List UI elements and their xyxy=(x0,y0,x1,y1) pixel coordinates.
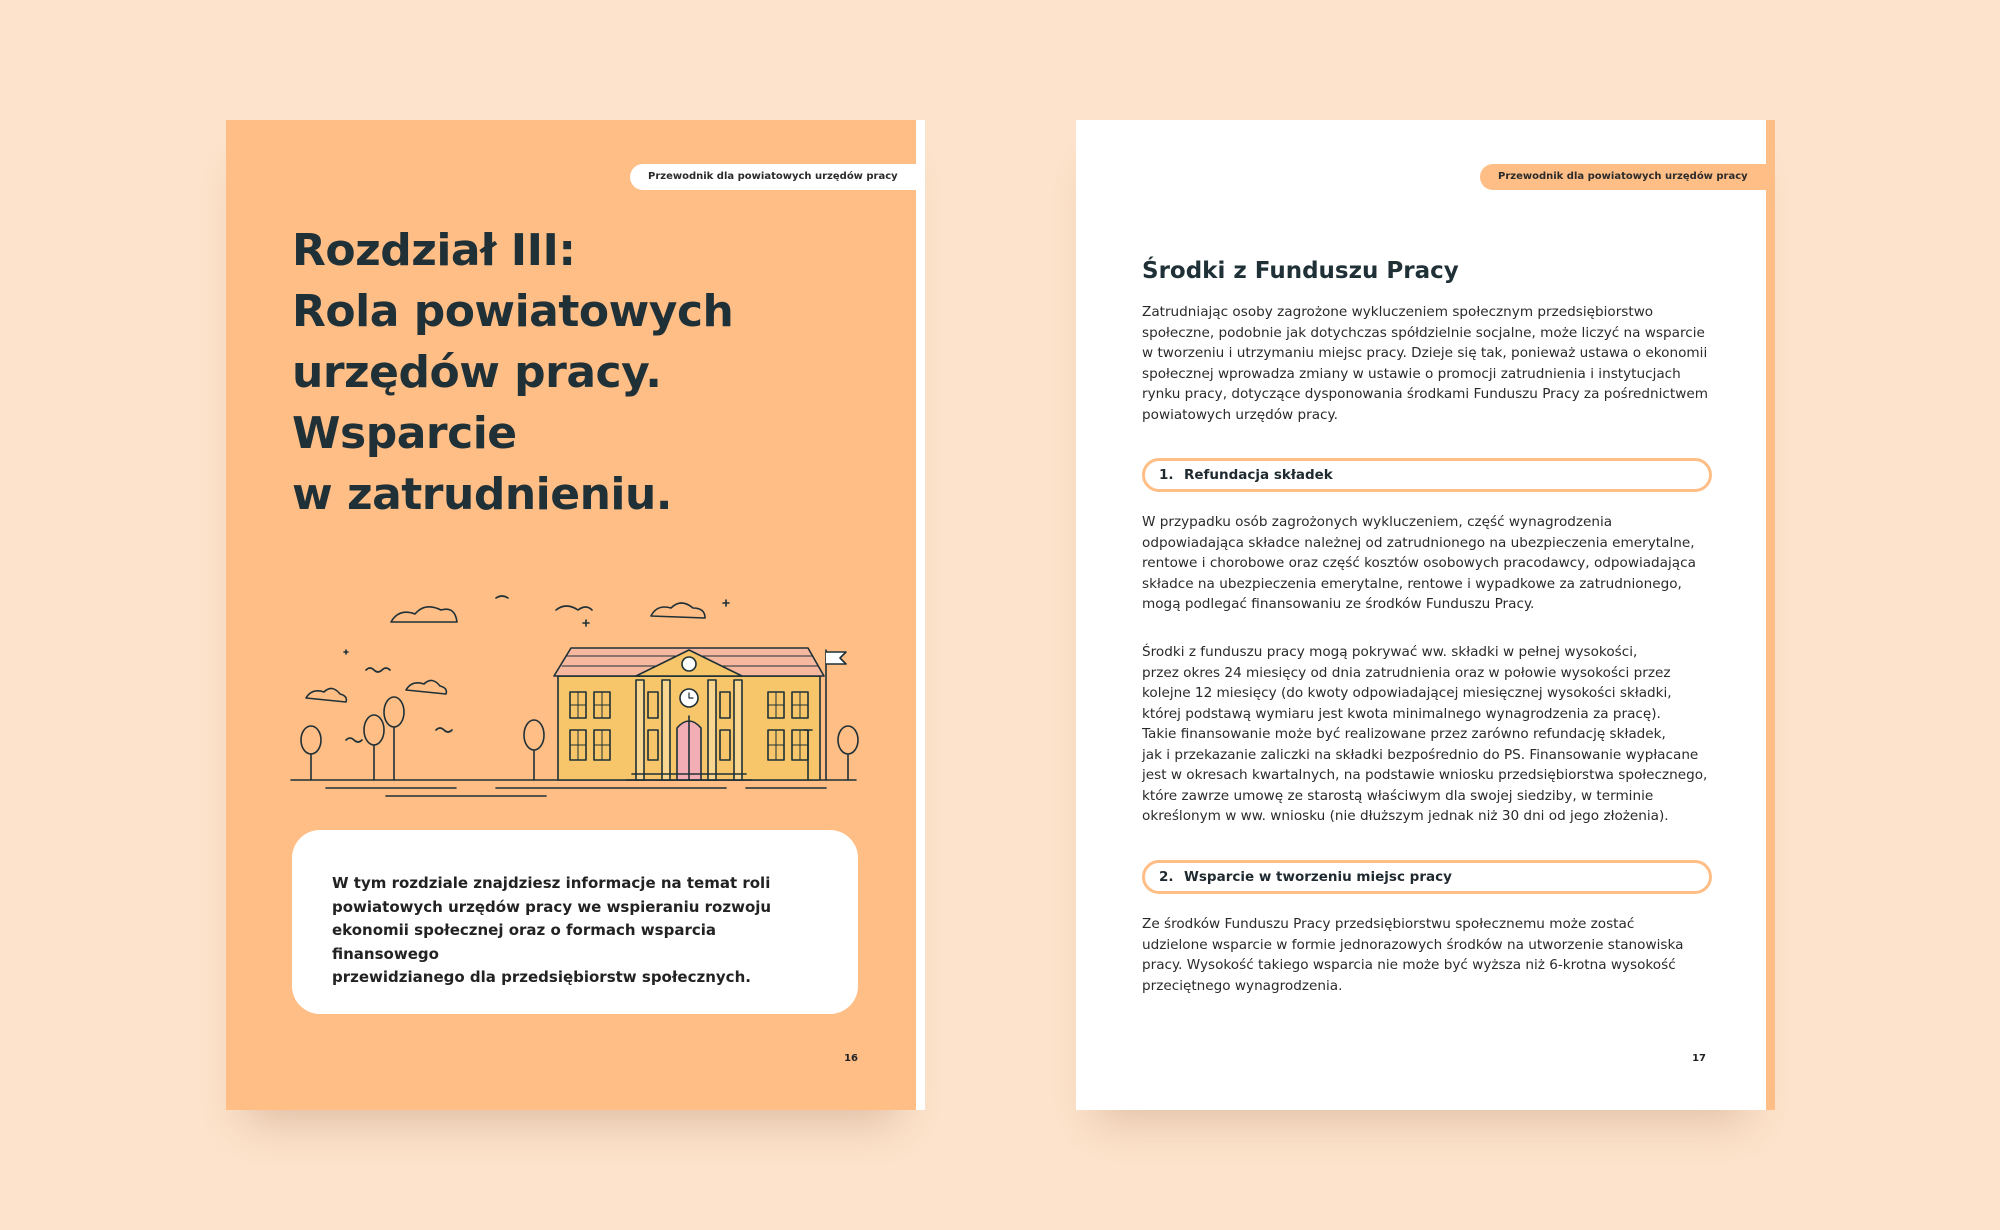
intro-line: W tym rozdziale znajdziesz informacje na temat roli xyxy=(332,874,771,892)
intro-line: przewidzianego dla przedsiębiorstw społecznych. xyxy=(332,968,751,986)
list-heading-wsparcie xyxy=(1142,860,1712,894)
paragraph: Środki z funduszu pracy mogą pokrywać ww. składki w pełnej wysokości, przez okres 24 miesięcy od dnia zatrudnienia oraz w połowie wysokości przez kolejne 12 miesięcy (do kwoty odpowiadającej miesięcznej wysokości składki, której podstawą wymiaru jest kwota minimalnego wynagrodzenia za pracę). Takie finansowanie może być realizowane przez zarówno refundację składek, jak i przekazanie zaliczki na składki bezpośrednio do PS. Finansowanie wypłacane jest w okresach kwartalnych, na podstawie wniosku przedsiębiorstwa społecznego, które zawrze umowę ze starostą właściwym dla swojej siedziby, w terminie określonym w ww. wniosku (nie dłuższym jednak niż 30 dni od jego złożenia). xyxy=(1142,644,1708,824)
title-line: Rozdział III: xyxy=(292,225,576,276)
intro-line: powiatowych urzędów pracy we wspieraniu rozwoju xyxy=(332,897,772,916)
right-page xyxy=(1076,120,1766,1110)
chapter-title xyxy=(292,220,852,525)
list-heading-refundacja xyxy=(1142,458,1712,492)
title-line: w zatrudnieniu. xyxy=(292,469,673,520)
running-head: Przewodnik dla powiatowych urzędów pracy xyxy=(630,164,916,190)
paragraph: W przypadku osób zagrożonych wykluczeniem, część wynagrodzenia odpowiadająca składce należnej od zatrudnionego na ubezpieczenia emerytalne, rentowe i chorobowe oraz część kosztów osobowych pracodawcy, odpowiadająca składce na ubezpieczenia emerytalne, rentowe i wypadkowe za zatrudnionego, mogą podlegać finansowaniu ze środków Funduszu Pracy. xyxy=(1142,514,1696,612)
title-line: Wsparcie xyxy=(292,408,517,459)
page-number: 16 xyxy=(844,1053,858,1064)
title-line: Rola powiatowych xyxy=(292,286,734,337)
page-edge xyxy=(1766,120,1775,1110)
paragraph: Zatrudniając osoby zagrożone wykluczeniem społecznym przedsiębiorstwo społeczne, podobnie jak dotychczas spółdzielnie socjalne, może liczyć na wsparcie w tworzeniu i utrzymaniu miejsc pracy. Dzieje się tak, ponieważ ustawa o ekonomii społecznej wprowadza zmiany w ustawie o promocji zatrudnienia i instytucjach rynku pracy, dotyczące dysponowania środkami Funduszu Pracy za pośrednictwem powiatowych urzędów pracy. xyxy=(1142,304,1708,423)
chapter-intro-card xyxy=(292,830,858,1014)
page-number: 17 xyxy=(1692,1053,1706,1064)
intro-line: ekonomii społecznej oraz o formach wsparcia finansowego xyxy=(332,921,716,963)
title-line: urzędów pracy. xyxy=(292,347,662,398)
section-title: Środki z Funduszu Pracy xyxy=(1142,258,1459,284)
list-heading-label: Wsparcie w tworzeniu miejsc pracy xyxy=(1184,869,1452,885)
page-edge xyxy=(916,120,925,1110)
running-head: Przewodnik dla powiatowych urzędów pracy xyxy=(1480,164,1766,190)
paragraph: Ze środków Funduszu Pracy przedsiębiorstwu społecznemu może zostać udzielone wsparcie w formie jednorazowych środków na utworzenie stanowiska pracy. Wysokość takiego wsparcia nie może być wyższa niż 6-krotna wysokość przeciętnego wynagrodzenia. xyxy=(1142,916,1684,994)
left-page xyxy=(226,120,916,1110)
town-hall-illustration xyxy=(286,580,866,800)
list-heading-label: Refundacja składek xyxy=(1184,467,1333,483)
list-number: 2. xyxy=(1159,869,1174,885)
list-number: 1. xyxy=(1159,467,1174,483)
